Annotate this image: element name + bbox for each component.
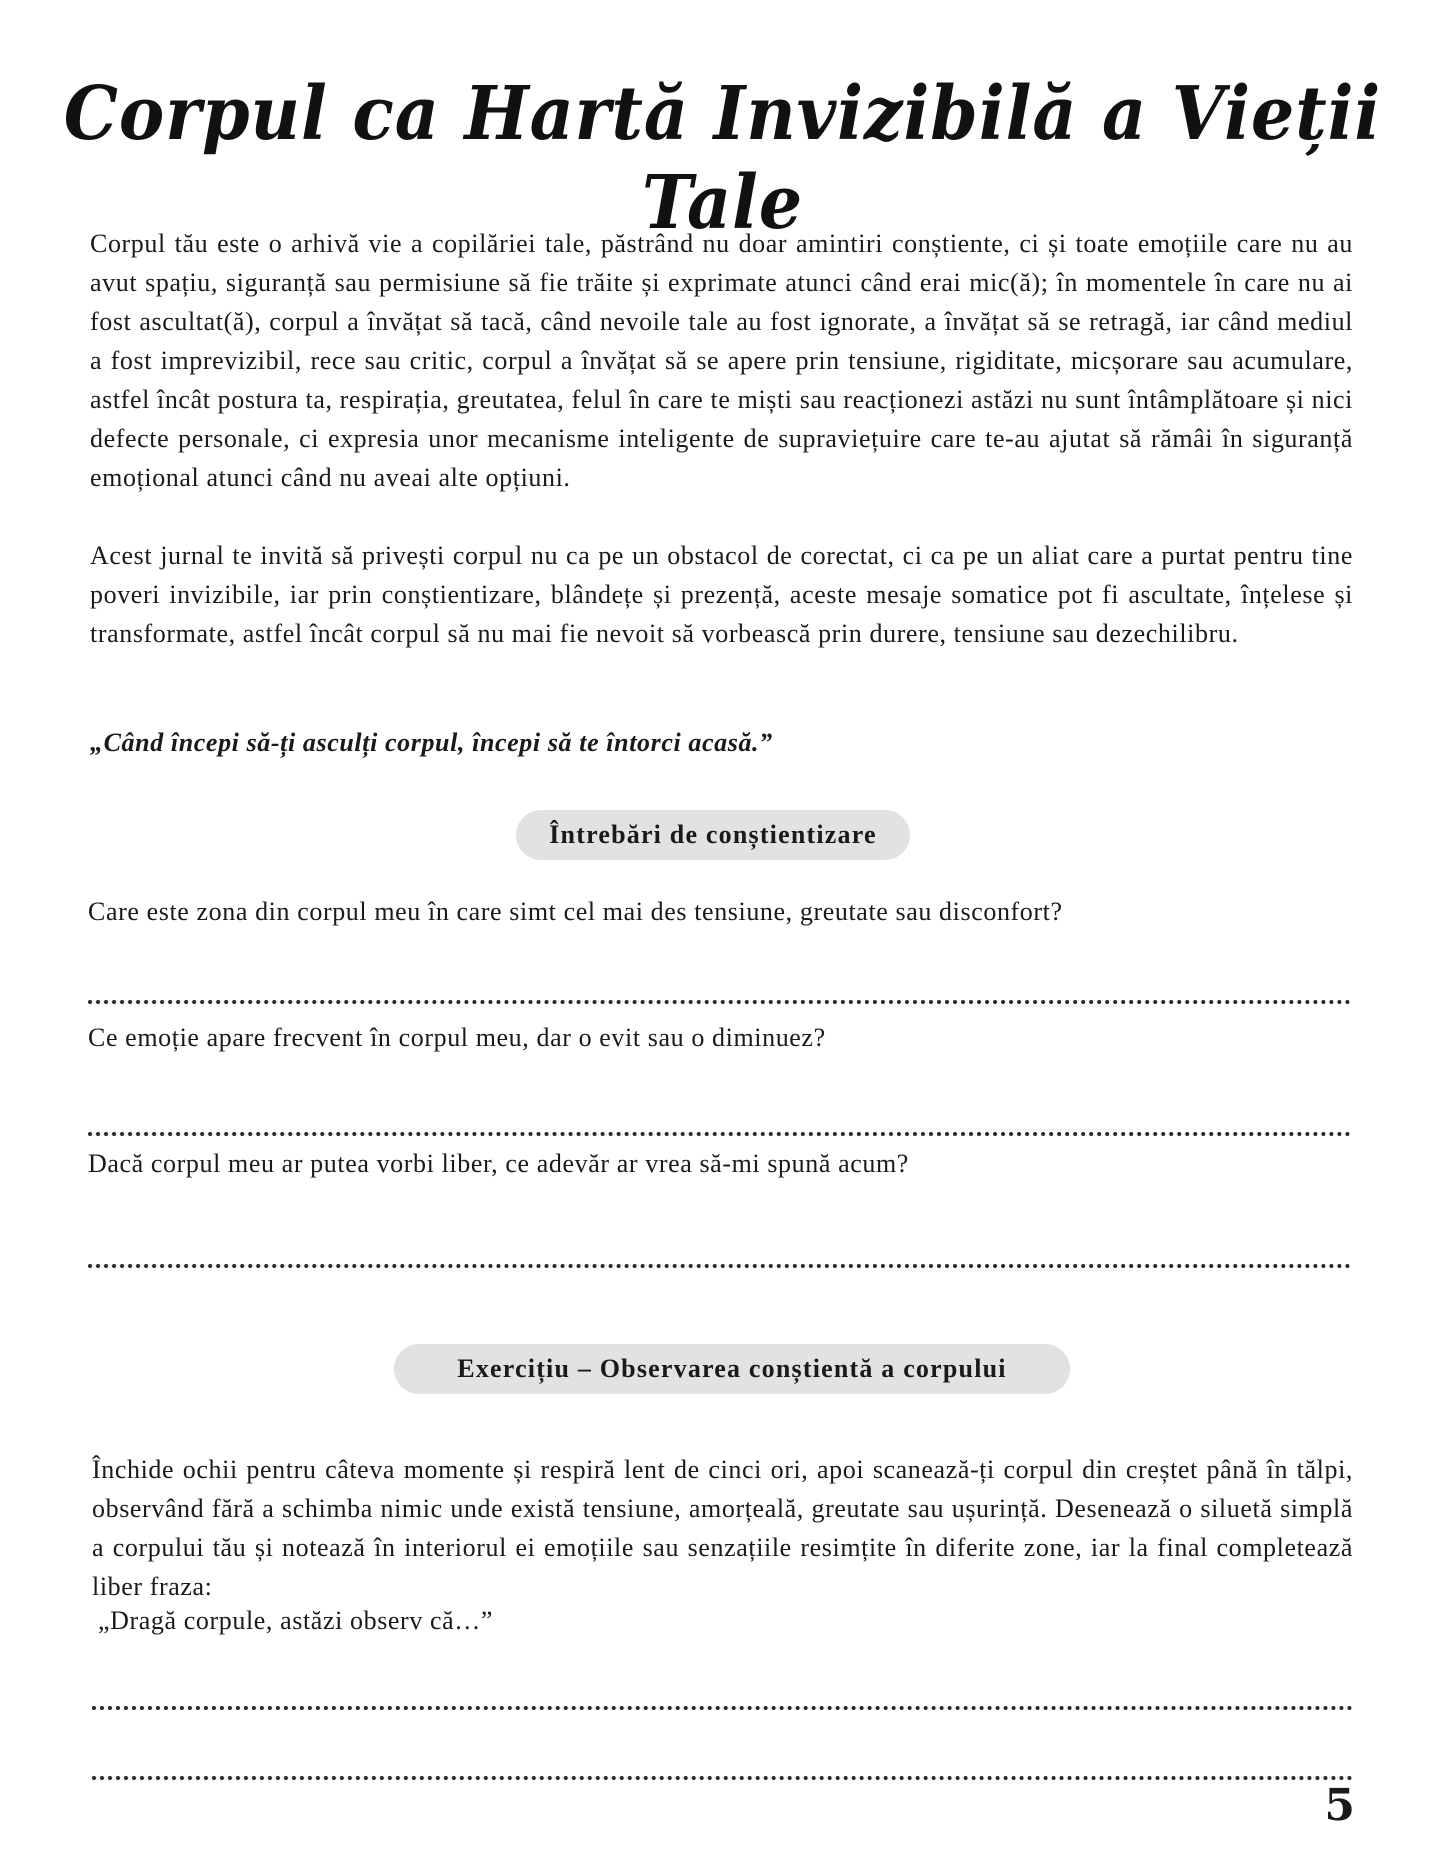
answer-line-1[interactable] bbox=[88, 1000, 1351, 1004]
quote: „Când începi să-ți asculți corpul, începi să te întorci acasă.” bbox=[90, 728, 773, 757]
exercise-text: Închide ochii pentru câteva momente și respiră lent de cinci ori, apoi scanează-ți corpul din creștet până în tălpi, observând fără a schimba nimic unde există tensiune, amorțeală, greutate sau ușurință. Desenează o siluetă simplă a corpului tău și notează în interiorul ei emoțiile sau senzațiile resimțite în diferite zone, iar la final completează liber fraza: bbox=[92, 1455, 1353, 1601]
question-1: Care este zona din corpul meu în care simt cel mai des tensiune, greutate sau disconfort? bbox=[88, 897, 1063, 926]
exercise-prompt: „Dragă corpule, astăzi observ că…” bbox=[98, 1606, 494, 1635]
exercise-answer-line-1[interactable] bbox=[92, 1706, 1353, 1710]
intro-paragraph-1: Corpul tău este o arhivă vie a copilăriei tale, păstrând nu doar amintiri conștiente, ci și toate emoțiile care nu au avut spațiu, siguranță sau permisiune să fie trăite și exprimate atunci când erai mic(ă); în momentele în care nu ai fost ascultat(ă), corpul a învățat să tacă, când nevoile tale au fost ignorate, a învățat să se retragă, iar când mediul a fost imprevizibil, rece sau critic, corpul a învățat să se apere prin tensiune, rigiditate, micșorare sau acumulare, astfel încât postura ta, respirația, greutatea, felul în care te miști sau reacționezi astăzi nu sunt întâmplătoare și nici defecte personale, ci expresia unor mecanisme inteligente de supraviețuire care te-au ajutat să rămâi în siguranță emoțional atunci când nu aveai alte opțiuni. bbox=[90, 229, 1353, 492]
exercise-heading: Exercițiu – Observarea conștientă a corpului bbox=[394, 1344, 1070, 1394]
page-number: 5 bbox=[1324, 1780, 1355, 1831]
page-title: Corpul ca Hartă Invizibilă a Vieții Tale bbox=[63, 71, 1382, 246]
exercise-answer-line-2[interactable] bbox=[92, 1776, 1353, 1780]
intro-paragraph-2: Acest jurnal te invită să privești corpul nu ca pe un obstacol de corectat, ci ca pe un aliat care a purtat pentru tine poveri invizibile, iar prin conștientizare, blândețe și prezență, aceste mesaje somatice pot fi ascultate, înțelese și transformate, astfel încât corpul să nu mai fie nevoit să vorbească prin durere, tensiune sau dezechilibru. bbox=[90, 541, 1353, 648]
question-2: Ce emoție apare frecvent în corpul meu, dar o evit sau o diminuez? bbox=[88, 1023, 826, 1052]
question-3: Dacă corpul meu ar putea vorbi liber, ce adevăr ar vrea să-mi spună acum? bbox=[88, 1149, 909, 1178]
answer-line-3[interactable] bbox=[88, 1264, 1351, 1268]
awareness-heading: Întrebări de conștientizare bbox=[516, 810, 910, 860]
answer-line-2[interactable] bbox=[88, 1132, 1351, 1136]
